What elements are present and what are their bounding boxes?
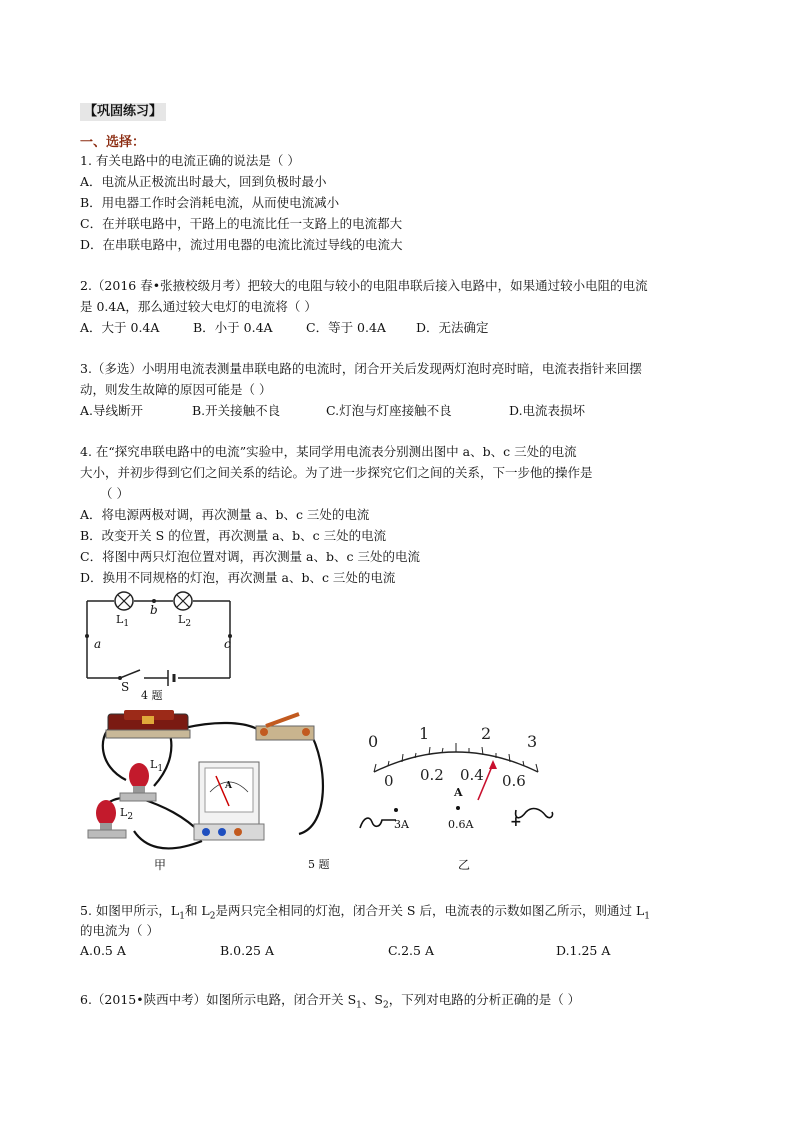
section-tag: 【巩固练习】 — [80, 103, 166, 121]
label-l1: $L_1$ — [116, 613, 130, 630]
q4-line2: 大小，并初步得到它们之间关系的结论。为了进一步探究它们之间的关系，下一步他的操作是 — [80, 465, 593, 480]
q2-option-a: A．大于 0.4A — [80, 320, 160, 335]
terminal-label-3a: 3A — [394, 818, 409, 831]
battery-box-icon — [106, 710, 190, 738]
q4-option-c: C．将图中两只灯泡位置对调，再次测量 a、b、c 三处的电流 — [80, 549, 420, 564]
terminal-label-06a: 0.6A — [448, 818, 474, 831]
q2-line1: 2.（2016 春•张掖校级月考）把较大的电阻与较小的电阻串联后接入电路中，如果通过较小电阻的电流 — [80, 278, 648, 293]
figure-q4-caption: 4 题 — [141, 689, 163, 702]
label-point-b: b — [150, 603, 158, 617]
dial-bottom-04: 0.4 — [460, 766, 484, 784]
q1-option-d: D．在串联电路中，流过用电器的电流比流过导线的电流大 — [80, 237, 403, 252]
q1-stem: 1. 有关电路中的电流正确的说法是（ ） — [80, 153, 300, 168]
q3-option-d: D.电流表损坏 — [509, 403, 586, 418]
q4-option-b: B．改变开关 S 的位置，再次测量 a、b、c 三处的电流 — [80, 528, 387, 543]
q3-line2: 动，则发生故障的原因可能是（ ） — [80, 382, 272, 397]
photo-label-l1: $L_1$ — [150, 758, 164, 775]
q5-option-b: B.0.25 A — [220, 943, 274, 958]
dial-bottom-02: 0.2 — [420, 766, 444, 784]
lamp-l1-icon — [115, 592, 133, 610]
q5-line1: 5. 如图甲所示，$L_1$和 $L_2$是两只完全相同的灯泡，闭合开关 S 后，电流表的示数如图乙所示，则通过 $L_1$ — [80, 903, 650, 922]
q4-line3: （ ） — [100, 486, 129, 501]
q2-option-b: B．小于 0.4A — [193, 320, 273, 335]
q2-option-c: C．等于 0.4A — [306, 320, 386, 335]
circuit-diagram-svg — [78, 590, 248, 702]
switch-icon — [256, 714, 314, 740]
dial-bottom-0: 0 — [384, 772, 394, 790]
q3-option-a: A.导线断开 — [80, 403, 144, 418]
q5-option-a: A.0.5 A — [80, 943, 126, 958]
q1-option-c: C．在并联电路中，干路上的电流比任一支路上的电流都大 — [80, 216, 403, 231]
caption-jia: 甲 — [154, 858, 167, 872]
lamp-l2-icon — [174, 592, 192, 610]
q5-line2: 的电流为（ ） — [80, 923, 159, 938]
q5-option-c: C.2.5 A — [388, 943, 434, 958]
q3-option-b: B.开关接触不良 — [192, 403, 281, 418]
photo-label-l2: $L_2$ — [120, 806, 134, 823]
dial-unit: A — [454, 786, 463, 799]
dial-top-2: 2 — [481, 724, 492, 743]
caption-yi: 乙 — [458, 858, 471, 872]
label-point-a: a — [94, 637, 102, 651]
q1-option-a: A．电流从正极流出时最大，回到负极时最小 — [80, 174, 327, 189]
q4-line1: 4. 在“探究串联电路中的电流”实验中，某同学用电流表分别测出图中 a、b、c 三处的电流 — [80, 444, 577, 459]
q3-line1: 3.（多选）小明用电流表测量串联电路的电流时，闭合开关后发现两灯泡时亮时暗，电流表指针来回摆 — [80, 361, 642, 376]
dial-bottom-06: 0.6 — [502, 772, 526, 790]
q2-line2: 是 0.4A，那么通过较大电灯的电流将（ ） — [80, 299, 317, 314]
label-point-c: c — [224, 637, 231, 651]
ammeter-letter: A — [225, 781, 232, 791]
q6-stem: 6.（2015•陕西中考）如图所示电路，闭合开关 $S_1$、$S_2$，下列对电路的分析正确的是（ ） — [80, 992, 581, 1011]
label-switch: S — [121, 680, 130, 694]
q5-option-d: D.1.25 A — [556, 943, 611, 958]
battery-icon — [168, 670, 174, 686]
figure-q5-ammeter-dial — [356, 724, 566, 874]
q1-option-b: B．用电器工作时会消耗电流，从而使电流减小 — [80, 195, 340, 210]
dial-top-1: 1 — [419, 724, 430, 743]
q3-option-c: C.灯泡与灯座接触不良 — [326, 403, 452, 418]
terminal-label-plus: + — [510, 814, 522, 830]
terminal-3a-icon — [360, 818, 396, 828]
label-l2: $L_2$ — [178, 613, 192, 630]
dial-top-3: 3 — [527, 732, 538, 751]
figure-q5-photo-circuit — [84, 706, 334, 876]
ammeter-icon — [194, 762, 264, 840]
q4-option-a: A．将电源两极对调，再次测量 a、b、c 三处的电流 — [80, 507, 370, 522]
dial-top-0: 0 — [368, 732, 379, 751]
q2-option-d: D．无法确定 — [416, 320, 489, 335]
figure-q5-caption: 5 题 — [308, 858, 330, 871]
q4-option-d: D．换用不同规格的灯泡，再次测量 a、b、c 三处的电流 — [80, 570, 396, 585]
figure-q4-circuit — [78, 590, 248, 702]
section-heading: 一、选择： — [80, 135, 146, 150]
